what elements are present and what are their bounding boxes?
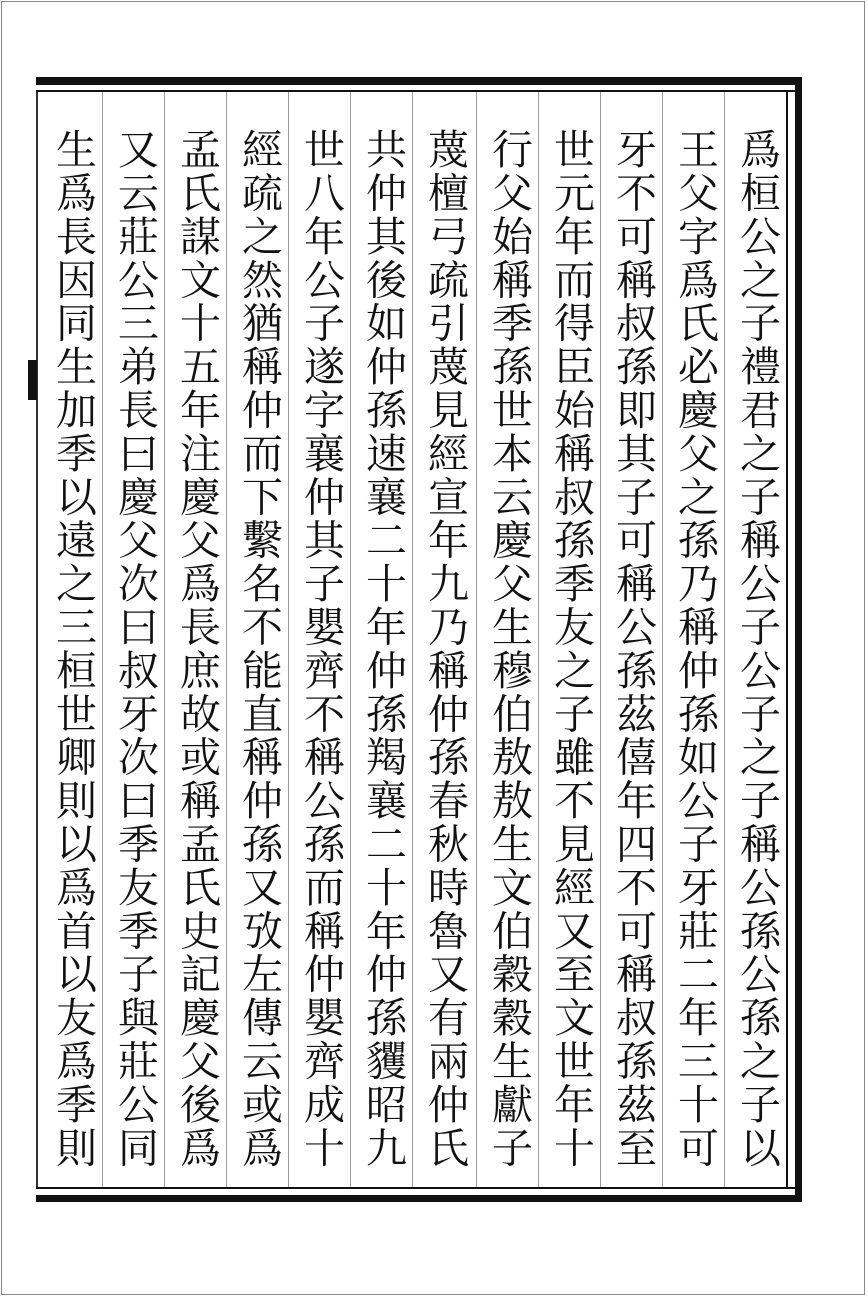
column-divider [288,92,289,1187]
column-divider [164,92,165,1187]
text-column-12: 生爲長因同生加季以遠之三桓世卿則以爲首以友爲季則 [49,128,97,1170]
text-column-10: 孟氏謀文十五年注慶父爲長庶故或稱孟氏史記慶父後爲 [173,128,221,1170]
text-column-2: 王父字爲氏必慶父之孫乃稱仲孫如公子牙莊二年三十可 [671,128,719,1170]
right-inner-rule [786,92,788,1187]
text-column-1: 爲桓公之子禮君之子稱公子公子之子稱公孫公孫之子以 [733,128,781,1170]
column-divider [538,92,539,1187]
left-edge-mark [28,360,37,400]
column-divider [600,92,601,1187]
text-column-6: 蔑檀弓疏引蔑見經宣年九乃稱仲孫春秋時魯又有兩仲氏 [421,128,469,1170]
top-frame-rule [36,77,798,85]
text-column-4: 世元年而得臣始稱叔孫季友之子雖不見經又至文世年十 [547,128,595,1170]
text-column-5: 行父始稱季孫世本云慶父生穆伯敖敖生文伯穀穀生獻子 [485,128,533,1170]
column-divider [476,92,477,1187]
text-column-11: 又云莊公三弟長曰慶父次曰叔牙次曰季友季子與莊公同 [111,128,159,1170]
column-divider [102,92,103,1187]
column-divider [724,92,725,1187]
column-divider [350,92,351,1187]
column-divider [412,92,413,1187]
bottom-frame-rule [36,1195,798,1202]
column-divider [226,92,227,1187]
column-divider [662,92,663,1187]
left-frame-rule [36,92,38,1187]
text-column-9: 經疏之然猶稱仲而下繫名不能直稱仲孫又攷左傳云或爲 [235,128,283,1170]
text-column-7: 共仲其後如仲孫速襄二十年仲孫羯襄二十年仲孫貜昭九 [359,128,407,1170]
text-column-8: 世八年公子遂字襄仲其子嬰齊不稱公孫而稱仲嬰齊成十 [297,128,345,1170]
text-column-3: 牙不可稱叔孫即其子可稱公孫茲僖年四不可稱叔孫茲至 [609,128,657,1170]
right-frame-rule [795,77,802,1202]
top-inner-rule [36,90,798,92]
